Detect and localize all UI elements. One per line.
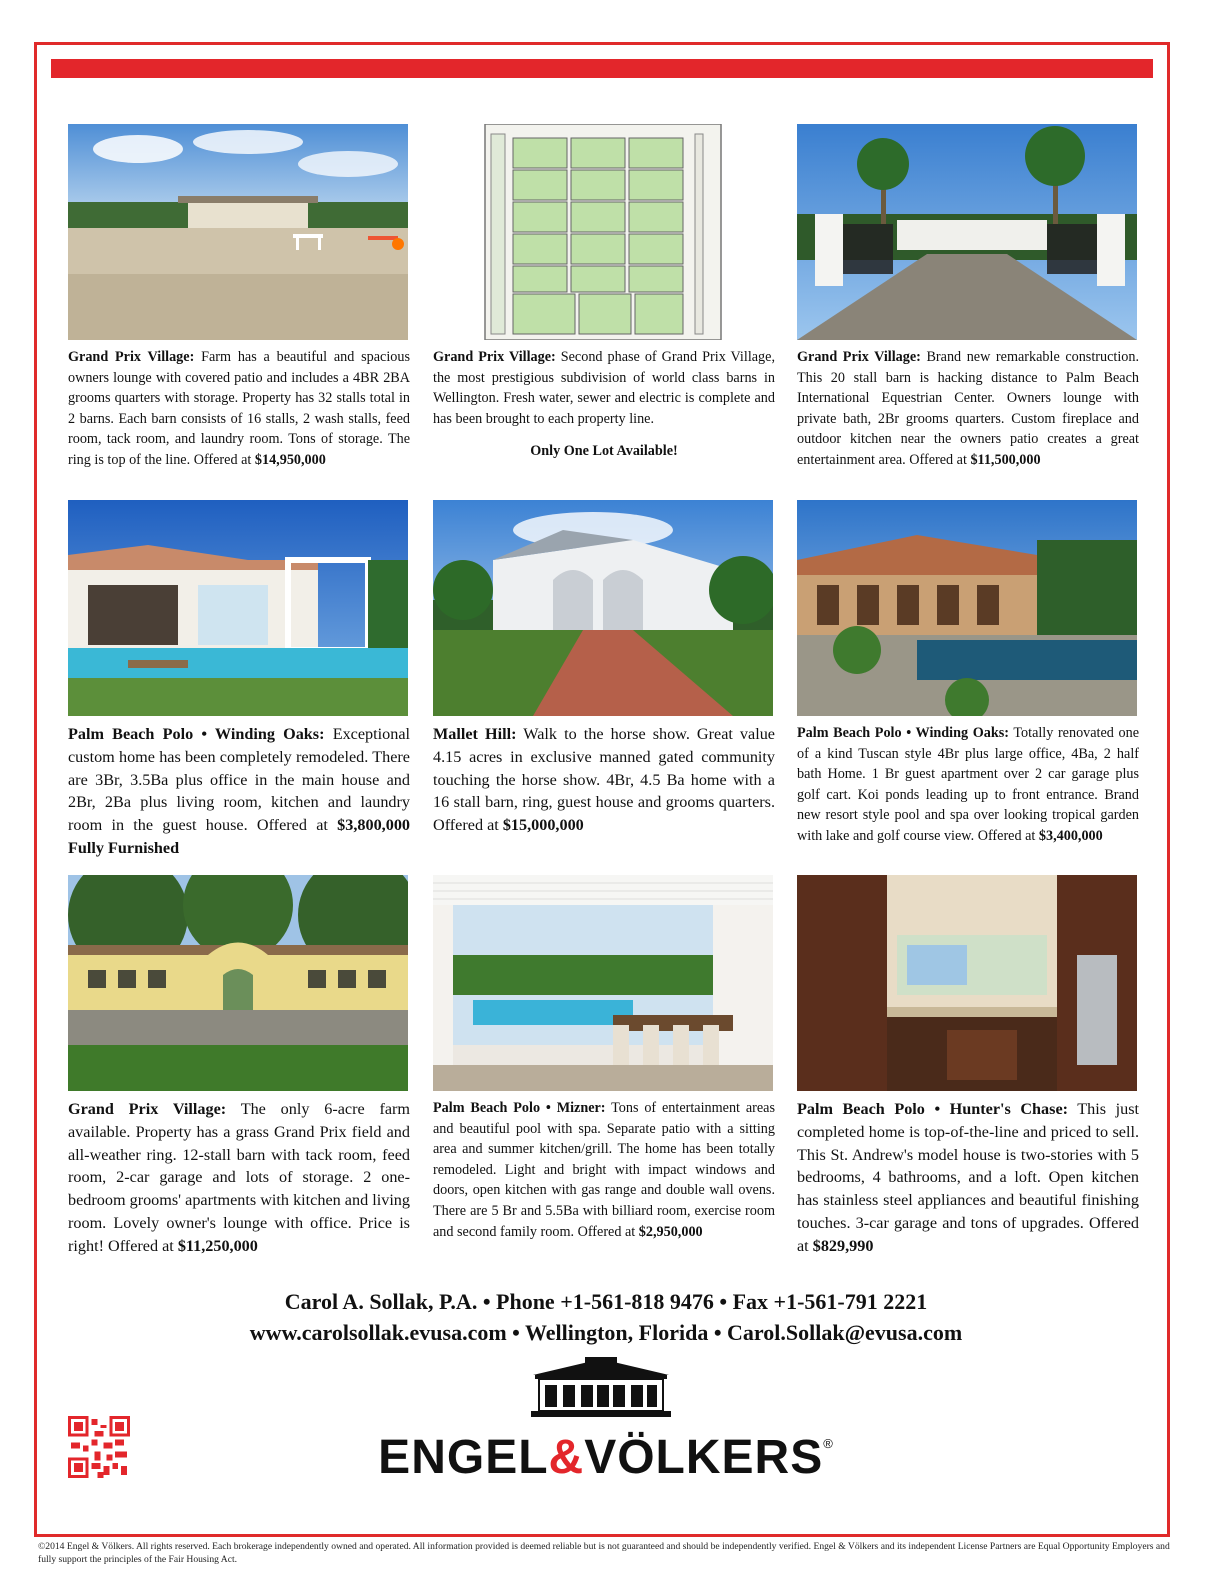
listing-description — [797, 1098, 1139, 1258]
listing-photo — [433, 500, 773, 716]
listing-text: This just completed home is top-of-the-line and priced to sell. This St. Andrew's model house is two-stories with 5 bedrooms, 4 bathrooms, and a loft. Open kitchen has stainless steel appliances and beautiful finishing touches. 3-car garage and tons of upgrades. Offered at — [797, 1100, 1139, 1255]
listing-photo — [68, 500, 408, 716]
listing-name: Grand Prix Village: — [797, 349, 921, 365]
brand-name-right: VÖLKERS — [584, 1431, 824, 1484]
listing-card — [433, 500, 775, 837]
listing-description — [797, 347, 1139, 471]
listing-photo — [433, 124, 773, 340]
legal-disclaimer: ©2014 Engel & Völkers. All rights reserved. Each brokerage independently owned and operated. All information provided is deemed reliable but is not guaranteed and should be independently verified. Engel & Völkers and its independent License Partners are Equal Opportunity Employers and fully support the principles of the Fair Housing Act. — [38, 1541, 1170, 1565]
listing-text: Second phase of Grand Prix Village, the most prestigious subdivision of world class barns in Wellington. Fresh water, sewer and electric is complete and has been brought to each property line. — [433, 349, 775, 427]
listing-card — [68, 500, 410, 860]
listing-name: Grand Prix Village: — [433, 349, 556, 365]
listing-card — [797, 875, 1139, 1258]
listing-card — [797, 500, 1139, 847]
listing-photo — [433, 875, 773, 1091]
listing-text: Walk to the horse show. Great value 4.15 acres in exclusive manned gated community touching the horse show. 4Br, 4.5 Ba home with a 16 stall barn, ring, guest house and grooms quarters. Offered at — [433, 725, 775, 835]
listing-text: Farm has a beautiful and spacious owners lounge with covered patio and includes a 4BR 2BA grooms quarters with storage. Property has 32 stalls total in 2 barns. Each barn consists of 16 stalls, 2 wash stalls, feed room, tack room, and laundry room. Tons of storage. The ring is top of the line. Offered at — [68, 349, 410, 468]
listing-card — [797, 124, 1139, 471]
listing-text: Tons of entertainment areas and beautiful pool with spa. Separate patio with a sitting area and summer kitchen/grill. The home has been totally remodeled. Light and bright with impact windows and doors, open kitchen with gas range and double wall ovens. There are 5 Br and 5.5Ba with billiard room, exercise room and second family room. Offered at — [433, 1100, 775, 1240]
listing-name: Palm Beach Polo • Winding Oaks: — [68, 725, 325, 743]
listing-name: Grand Prix Village: — [68, 349, 195, 365]
listing-photo — [797, 875, 1137, 1091]
contact-line: Carol A. Sollak, P.A. • Phone +1-561-818 9476 • Fax +1-561-791 2221 — [284, 1289, 928, 1314]
listing-description — [797, 723, 1139, 847]
listing-card — [68, 875, 410, 1258]
listing-price: $3,800,000 Fully Furnished — [68, 816, 410, 857]
listing-photo — [797, 500, 1137, 716]
registered-mark: ® — [823, 1436, 834, 1451]
qr-code-icon[interactable] — [68, 1416, 130, 1478]
listing-price: $11,250,000 — [177, 1236, 258, 1255]
listing-price: $11,500,000 — [970, 451, 1041, 468]
listing-card — [433, 875, 775, 1242]
listing-price: $2,950,000 — [638, 1223, 703, 1240]
listing-text: The only 6-acre farm available. Property has a grass Grand Prix field and all-weather ring. 12-stall barn with tack room, feed room, 2-car garage and lots of storage. 2 one-bedroom grooms' apartments with kitchen and living room. Lovely owner's lounge with office. Price is right! Offered at — [68, 1100, 411, 1255]
listing-price: $3,400,000 — [1038, 827, 1103, 844]
top-red-bar — [51, 59, 1153, 78]
listing-photo — [68, 124, 408, 340]
listing-description — [433, 347, 775, 429]
listing-photo — [797, 124, 1137, 340]
availability-note: Only One Lot Available! — [530, 443, 678, 460]
listing-photo — [68, 875, 408, 1091]
listing-name: Palm Beach Polo • Hunter's Chase: — [797, 1100, 1069, 1118]
listing-text: Totally renovated one of a kind Tuscan style 4Br plus large office, 4Ba, 2 half bath Home. 1 Br guest apartment over 2 car garage plus golf cart. Koi ponds leading up to front entrance. Brand new resort style pool and spa over looking tropical garden with lake and golf course view. Offered at — [797, 725, 1139, 844]
listing-description — [68, 723, 410, 860]
listing-description — [68, 347, 410, 471]
brand-ampersand: & — [548, 1431, 585, 1484]
listing-description — [433, 723, 775, 837]
listing-price: $829,990 — [812, 1236, 874, 1255]
brand-logo — [362, 1430, 850, 1485]
house-logo-icon — [527, 1357, 675, 1419]
listing-card — [68, 124, 410, 471]
listing-name: Palm Beach Polo • Winding Oaks: — [797, 725, 1009, 741]
listing-name: Mallet Hill: — [433, 725, 517, 743]
listing-description — [68, 1098, 410, 1258]
listing-text: Brand new remarkable construction. This 20 stall barn is hacking distance to Palm Beach International Equestrian Center. Owners lounge with private bath, 2Br grooms quarters. Custom fireplace and outdoor kitchen near the owners patio creates a great entertainment area. Offered at — [797, 349, 1139, 468]
brand-name-left: ENGEL — [378, 1431, 549, 1484]
listing-card — [433, 124, 775, 460]
listing-name: Grand Prix Village: — [68, 1100, 227, 1118]
listing-description — [433, 1098, 775, 1242]
listing-price: $14,950,000 — [254, 451, 326, 468]
listing-text: Exceptional custom home has been completely remodeled. There are 3Br, 3.5Ba plus office in the main house and 2Br, 2Ba plus living room, kitchen and laundry room in the guest house. Offered at — [68, 725, 410, 835]
contact-web-line[interactable]: www.carolsollak.evusa.com • Wellington, Florida • Carol.Sollak@evusa.com — [249, 1320, 963, 1345]
listing-price: $15,000,000 — [502, 816, 584, 835]
listing-name: Palm Beach Polo • Mizner: — [433, 1100, 606, 1116]
